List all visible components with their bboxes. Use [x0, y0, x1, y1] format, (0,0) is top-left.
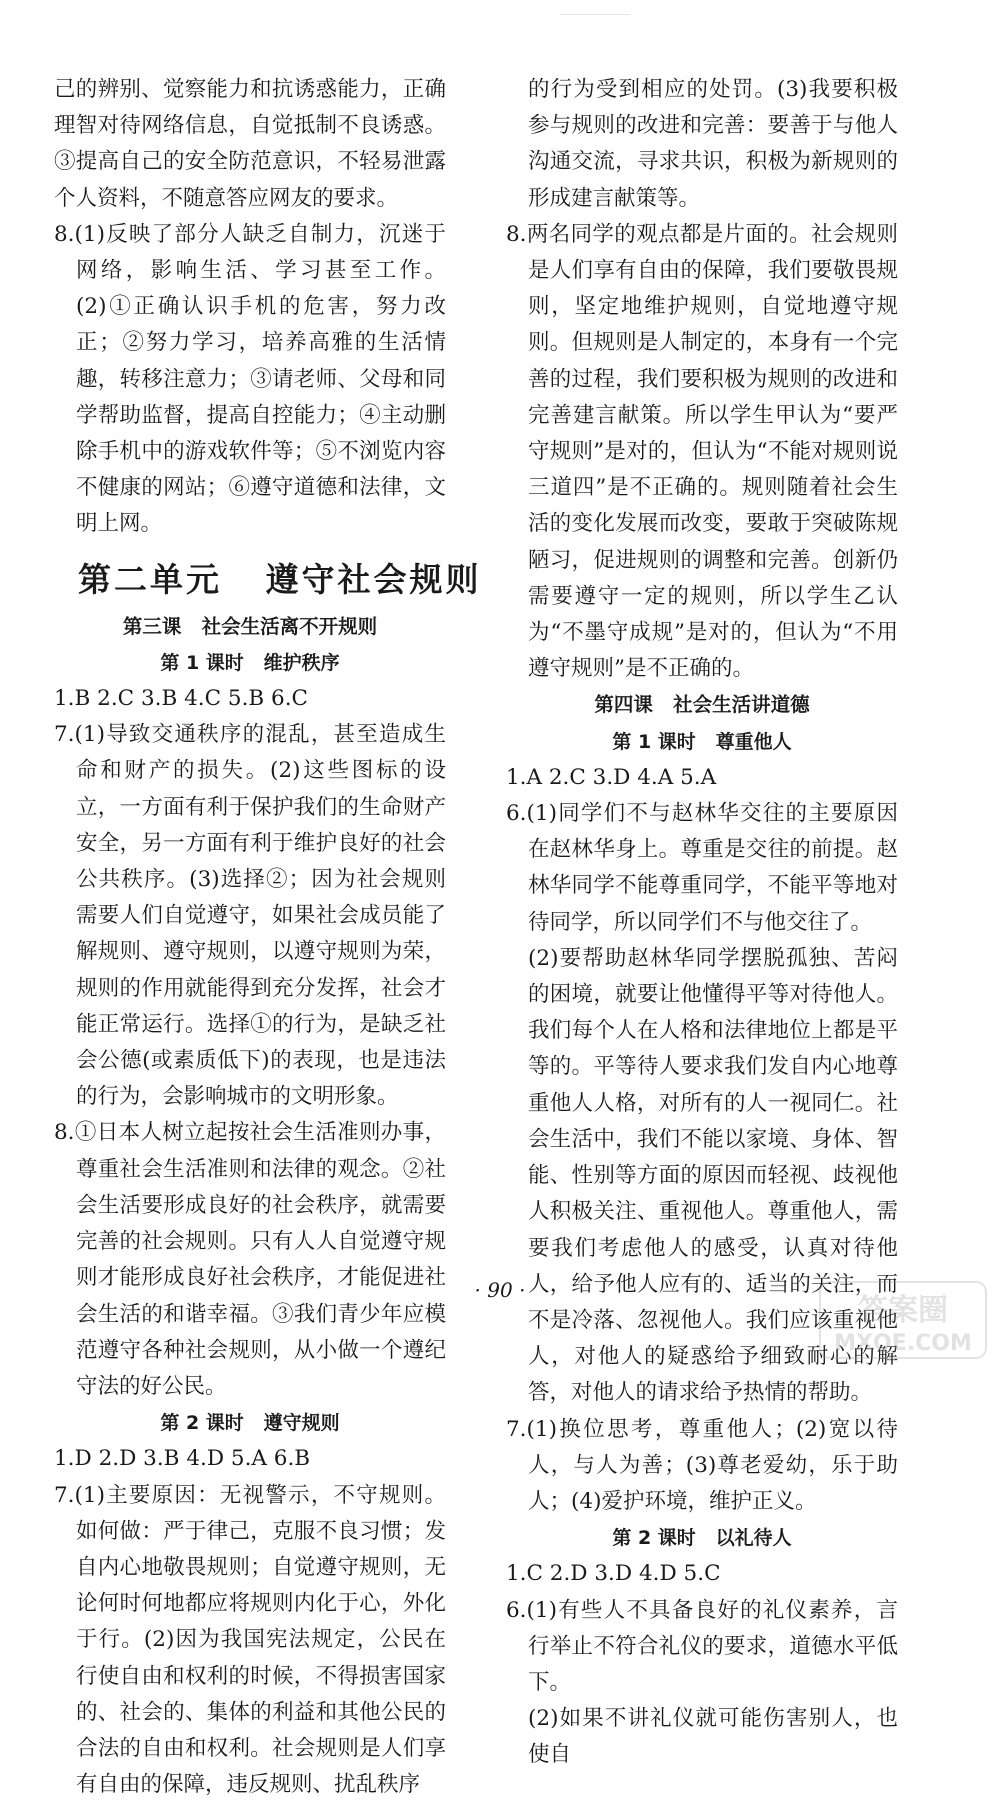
choice-answers-period1: 1.B 2.C 3.B 4.C 5.B 6.C: [54, 686, 309, 712]
unit-title: 第二单元 遵守社会规则: [78, 559, 482, 599]
answer-q7: 7.(1)导致交通秩序的混乱，甚至造成生命和财产的损失。(2)这些图标的设立，一方面有利于保护我们的生命财产安全，另一方面有利于维护良好的社会公共秩序。(3)选择②；因为社会规则需要人们自觉遵守，如果社会成员能了解规则、遵守规则，以遵守规则为荣，规则的作用就能得到充分发挥，社会才能正常运行。选择①的行为，是缺乏社会公德(或素质低下)的表现，也是违法的行为，会影响城市的文明形象。: [54, 722, 446, 1110]
period-1-title: 第 1 课时 维护秩序: [160, 651, 340, 674]
svg-text:MXQE.COM: MXQE.COM: [834, 1331, 972, 1356]
lesson-4-title: 第四课 社会生活讲道德: [594, 693, 810, 717]
answer-q7-respect: 7.(1)换位思考，尊重他人；(2)宽以待人，与人为善；(3)尊老爱幼，乐于助人；(4)爱护环境，维护正义。: [506, 1416, 898, 1514]
period-1-respect-title: 第 1 课时 尊重他人: [612, 730, 792, 753]
svg-text:答案圈: 答案圈: [858, 1293, 948, 1328]
choice-answers-period2: 1.D 2.D 3.B 4.D 5.A 6.B: [54, 1446, 311, 1472]
lesson-3-title: 第三课 社会生活离不开规则: [122, 614, 378, 638]
answer-q6-part2: (2)要帮助赵林华同学摆脱孤独、苦闷的困境，就要让他懂得平等对待他人。我们每个人在人格和法律地位上都是平等的。平等待人要求我们发自内心地尊重他人人格，对所有的人一视同仁。社会生活中，我们不能以家境、身体、智能、性别等方面的原因而轻视、歧视他人积极关注、重视他人。尊重他人，需要我们考虑他人的感受，认真对待他人，给予他人应有的、适当的关注，而不是冷落、忽视他人。我们应该重视他人，对他人的疑惑给予细致耐心的解答，对他人的请求给予热情的帮助。: [528, 945, 898, 1406]
answer-q6-courtesy-part2: (2)如果不讲礼仪就可能伤害别人，也使自: [528, 1706, 898, 1768]
answer-q8-rules: 8.两名同学的观点都是片面的。社会规则是人们享有自由的保障，我们要敬畏规则，坚定地维护规则，自觉地遵守规则。但规则是人制定的，本身有一个完善的过程，我们要积极为规则的改进和完善建言献策。所以学生甲认为“要严守规则”是对的，但认为“不能对规则说三道四”是不正确的。规则随着社会生活的变化发展而改变，要敢于突破陈规陋习，促进规则的调整和完善。创新仍需要遵守一定的规则，所以学生乙认为“不墨守成规”是对的，但认为“不用遵守规则”是不正确的。: [506, 221, 898, 682]
period-2-courtesy-title: 第 2 课时 以礼待人: [612, 1527, 792, 1550]
left-column: [54, 72, 482, 1803]
answer-q6-part1: 6.(1)同学们不与赵林华交往的主要原因在赵林华身上。尊重是交往的前提。赵林华同学不能尊重同学，不能平等地对待同学，所以同学们不与他交往了。: [506, 801, 898, 935]
choice-answers-respect: 1.A 2.C 3.D 4.A 5.A: [506, 764, 717, 790]
answer-q8-network: 8.(1)反映了部分人缺乏自制力，沉迷于网络，影响生活、学习甚至工作。(2)①正确认识手机的危害，努力改正；②努力学习，培养高雅的生活情趣，转移注意力；③请老师、父母和同学帮助监督，提高自控能力；④主动删除手机中的游戏软件等；⑤不浏览内容不健康的网站；⑥遵守道德和法律，文明上网。: [54, 221, 446, 537]
right-column: [506, 72, 898, 1774]
watermark-logo: [818, 1280, 988, 1360]
answer-q8: 8.①日本人树立起按社会生活准则办事，尊重社会生活准则和法律的观念。②社会生活要形成良好的社会秩序，就需要完善的社会规则。只有人人自觉遵守规则才能形成良好社会秩序，才能促进社会生活的和谐幸福。③我们青少年应模范遵守各种社会规则，从小做一个遵纪守法的好公民。: [54, 1120, 446, 1399]
scan-header-mark: [560, 0, 630, 15]
page-number: · 90 ·: [474, 1278, 526, 1302]
period-2-title: 第 2 课时 遵守规则: [160, 1412, 340, 1435]
right-paragraph-continuation: 的行为受到相应的处罚。(3)我要积极参与规则的改进和完善：要善于与他人沟通交流，寻求共识，积极为新规则的形成建言献策等。: [528, 77, 898, 211]
answer-q6-courtesy-part1: 6.(1)有些人不具备良好的礼仪素养，言行举止不符合礼仪的要求，道德水平低下。: [506, 1597, 898, 1695]
left-paragraph-continuation: 己的辨别、觉察能力和抗诱惑能力，正确理智对待网络信息，自觉抵制不良诱惑。③提高自己的安全防范意识，不轻易泄露个人资料，不随意答应网友的要求。: [54, 77, 446, 211]
answer-q7-rules: 7.(1)主要原因：无视警示，不守规则。如何做：严于律己，克服不良习惯；发自内心地敬畏规则；自觉遵守规则，无论何时何地都应将规则内化于心，外化于行。(2)因为我国宪法规定，公民在行使自由和权利的时候，不得损害国家的、社会的、集体的利益和其他公民的合法的自由和权利。社会规则是人们享有自由的保障，违反规则、扰乱秩序: [54, 1482, 446, 1798]
choice-answers-courtesy: 1.C 2.D 3.D 4.D 5.C: [506, 1561, 721, 1587]
